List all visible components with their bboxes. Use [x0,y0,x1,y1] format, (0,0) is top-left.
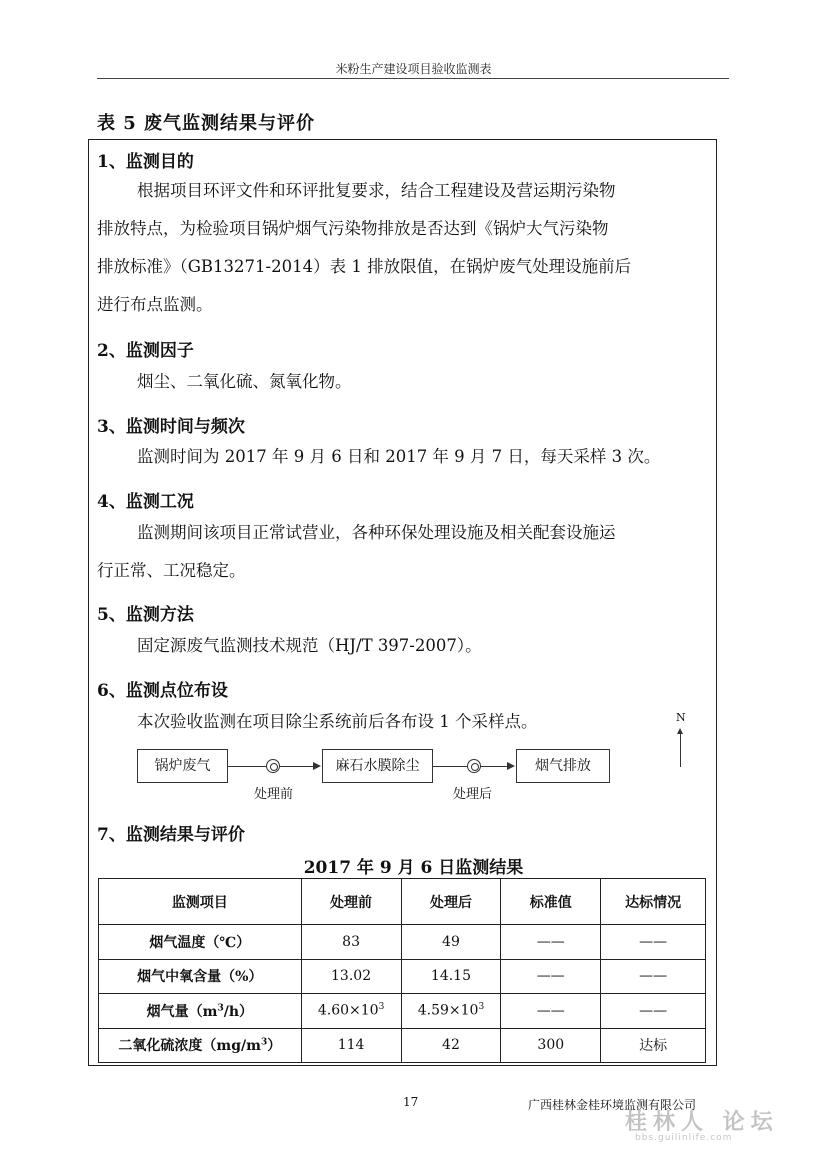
table-row [99,959,706,994]
body-line: 进行布点监测。 [97,295,213,314]
arrow-right-icon [507,762,515,770]
cell-status: 达标 [601,1028,706,1063]
section-heading-6: 6、监测点位布设 [97,681,228,701]
section-body-3 [97,438,707,476]
diagram-box-dust-removal: 麻石水膜除尘 [322,749,433,783]
table-row [99,994,706,1029]
column-header: 达标情况 [601,879,706,925]
cell-before: 114 [301,1028,401,1063]
cell-before: 83 [301,925,401,960]
cell-after: 14.15 [401,959,501,994]
table-row [99,1028,706,1063]
cell-standard: —— [501,959,601,994]
page-number: 17 [403,1095,419,1109]
cell-before: 13.02 [301,959,401,994]
body-line: 烟尘、二氧化硫、氮氧化物。 [137,372,352,391]
section-heading-3: 3、监测时间与频次 [97,417,245,437]
footer-company: 广西桂林金桂环境监测有限公司 [528,1098,697,1112]
watermark-url: bbs.guilinlife.com [635,1133,733,1143]
cell-status: —— [601,959,706,994]
watermark-text: 桂林人 论坛 [625,1110,779,1135]
header-rule [97,78,729,79]
table-title: 表 5 废气监测结果与评价 [97,113,316,134]
column-header: 标准值 [501,879,601,925]
body-line: 监测时间为 2017 年 9 月 6 日和 2017 年 9 月 7 日，每天采样 3 次。 [137,447,661,466]
sampling-point-icon [266,759,280,773]
body-line: 监测期间该项目正常试营业，各种环保处理设施及相关配套设施运 [137,523,616,542]
cell-standard: —— [501,925,601,960]
section-body-4 [97,514,707,590]
section-heading-5: 5、监测方法 [97,605,194,625]
section-body-1 [97,172,707,324]
diagram-box-exhaust: 烟气排放 [516,749,610,783]
section-heading-1: 1、监测目的 [97,152,194,172]
diagram-box-boiler: 锅炉废气 [137,749,228,783]
watermark [625,1105,785,1147]
section-body-5 [97,627,707,665]
section-body-6 [97,703,707,741]
cell-status: —— [601,925,706,960]
point-label-before: 处理前 [254,787,294,802]
row-label: 二氧化硫浓度$(mg/m^3)$ [99,1028,302,1063]
point-label-after: 处理后 [453,787,493,802]
cell-after: 42 [401,1028,501,1063]
body-line: 行正常、工况稳定。 [97,561,246,580]
body-line: 根据项目环评文件和环评批复要求，结合工程建设及营运期污染物 [137,181,616,200]
table-header-row [99,879,706,925]
body-line: 本次验收监测在项目除尘系统前后各布设 1 个采样点。 [137,712,538,731]
header-title: 米粉生产建设项目验收监测表 [335,62,492,76]
section-heading-4: 4、监测工况 [97,492,194,512]
column-header: 监测项目 [99,879,302,925]
north-arrow-shaft [680,733,681,767]
column-header: 处理后 [401,879,501,925]
row-label: 烟气量$(m^3/h)$ [99,994,302,1029]
row-label: 烟气中氧含量（%） [99,959,302,994]
cell-standard: 300 [501,1028,601,1063]
table-row [99,925,706,960]
results-table [98,878,706,1063]
body-line: 排放特点，为检验项目锅炉烟气污染物排放是否达到《锅炉大气污染物 [97,219,609,238]
results-title: 2017 年 9 月 6 日监测结果 [303,858,524,878]
section-heading-2: 2、监测因子 [97,341,194,361]
arrow-right-icon [313,762,321,770]
body-line: 固定源废气监测技术规范（HJ/T 397-2007）。 [137,636,482,655]
sampling-point-icon [467,759,481,773]
cell-after: $4.59\times 10^3$ [401,994,501,1029]
section-heading-7: 7、监测结果与评价 [97,825,245,845]
column-header: 处理前 [301,879,401,925]
cell-before: $4.60\times 10^3$ [301,994,401,1029]
row-label: 烟气温度（℃） [99,925,302,960]
cell-after: 49 [401,925,501,960]
section-body-2 [97,363,707,401]
cell-standard: —— [501,994,601,1029]
cell-status: —— [601,994,706,1029]
body-line: 排放标准》（GB13271-2014）表 1 排放限值，在锅炉废气处理设施前后 [97,257,632,276]
north-label: N [676,711,686,724]
